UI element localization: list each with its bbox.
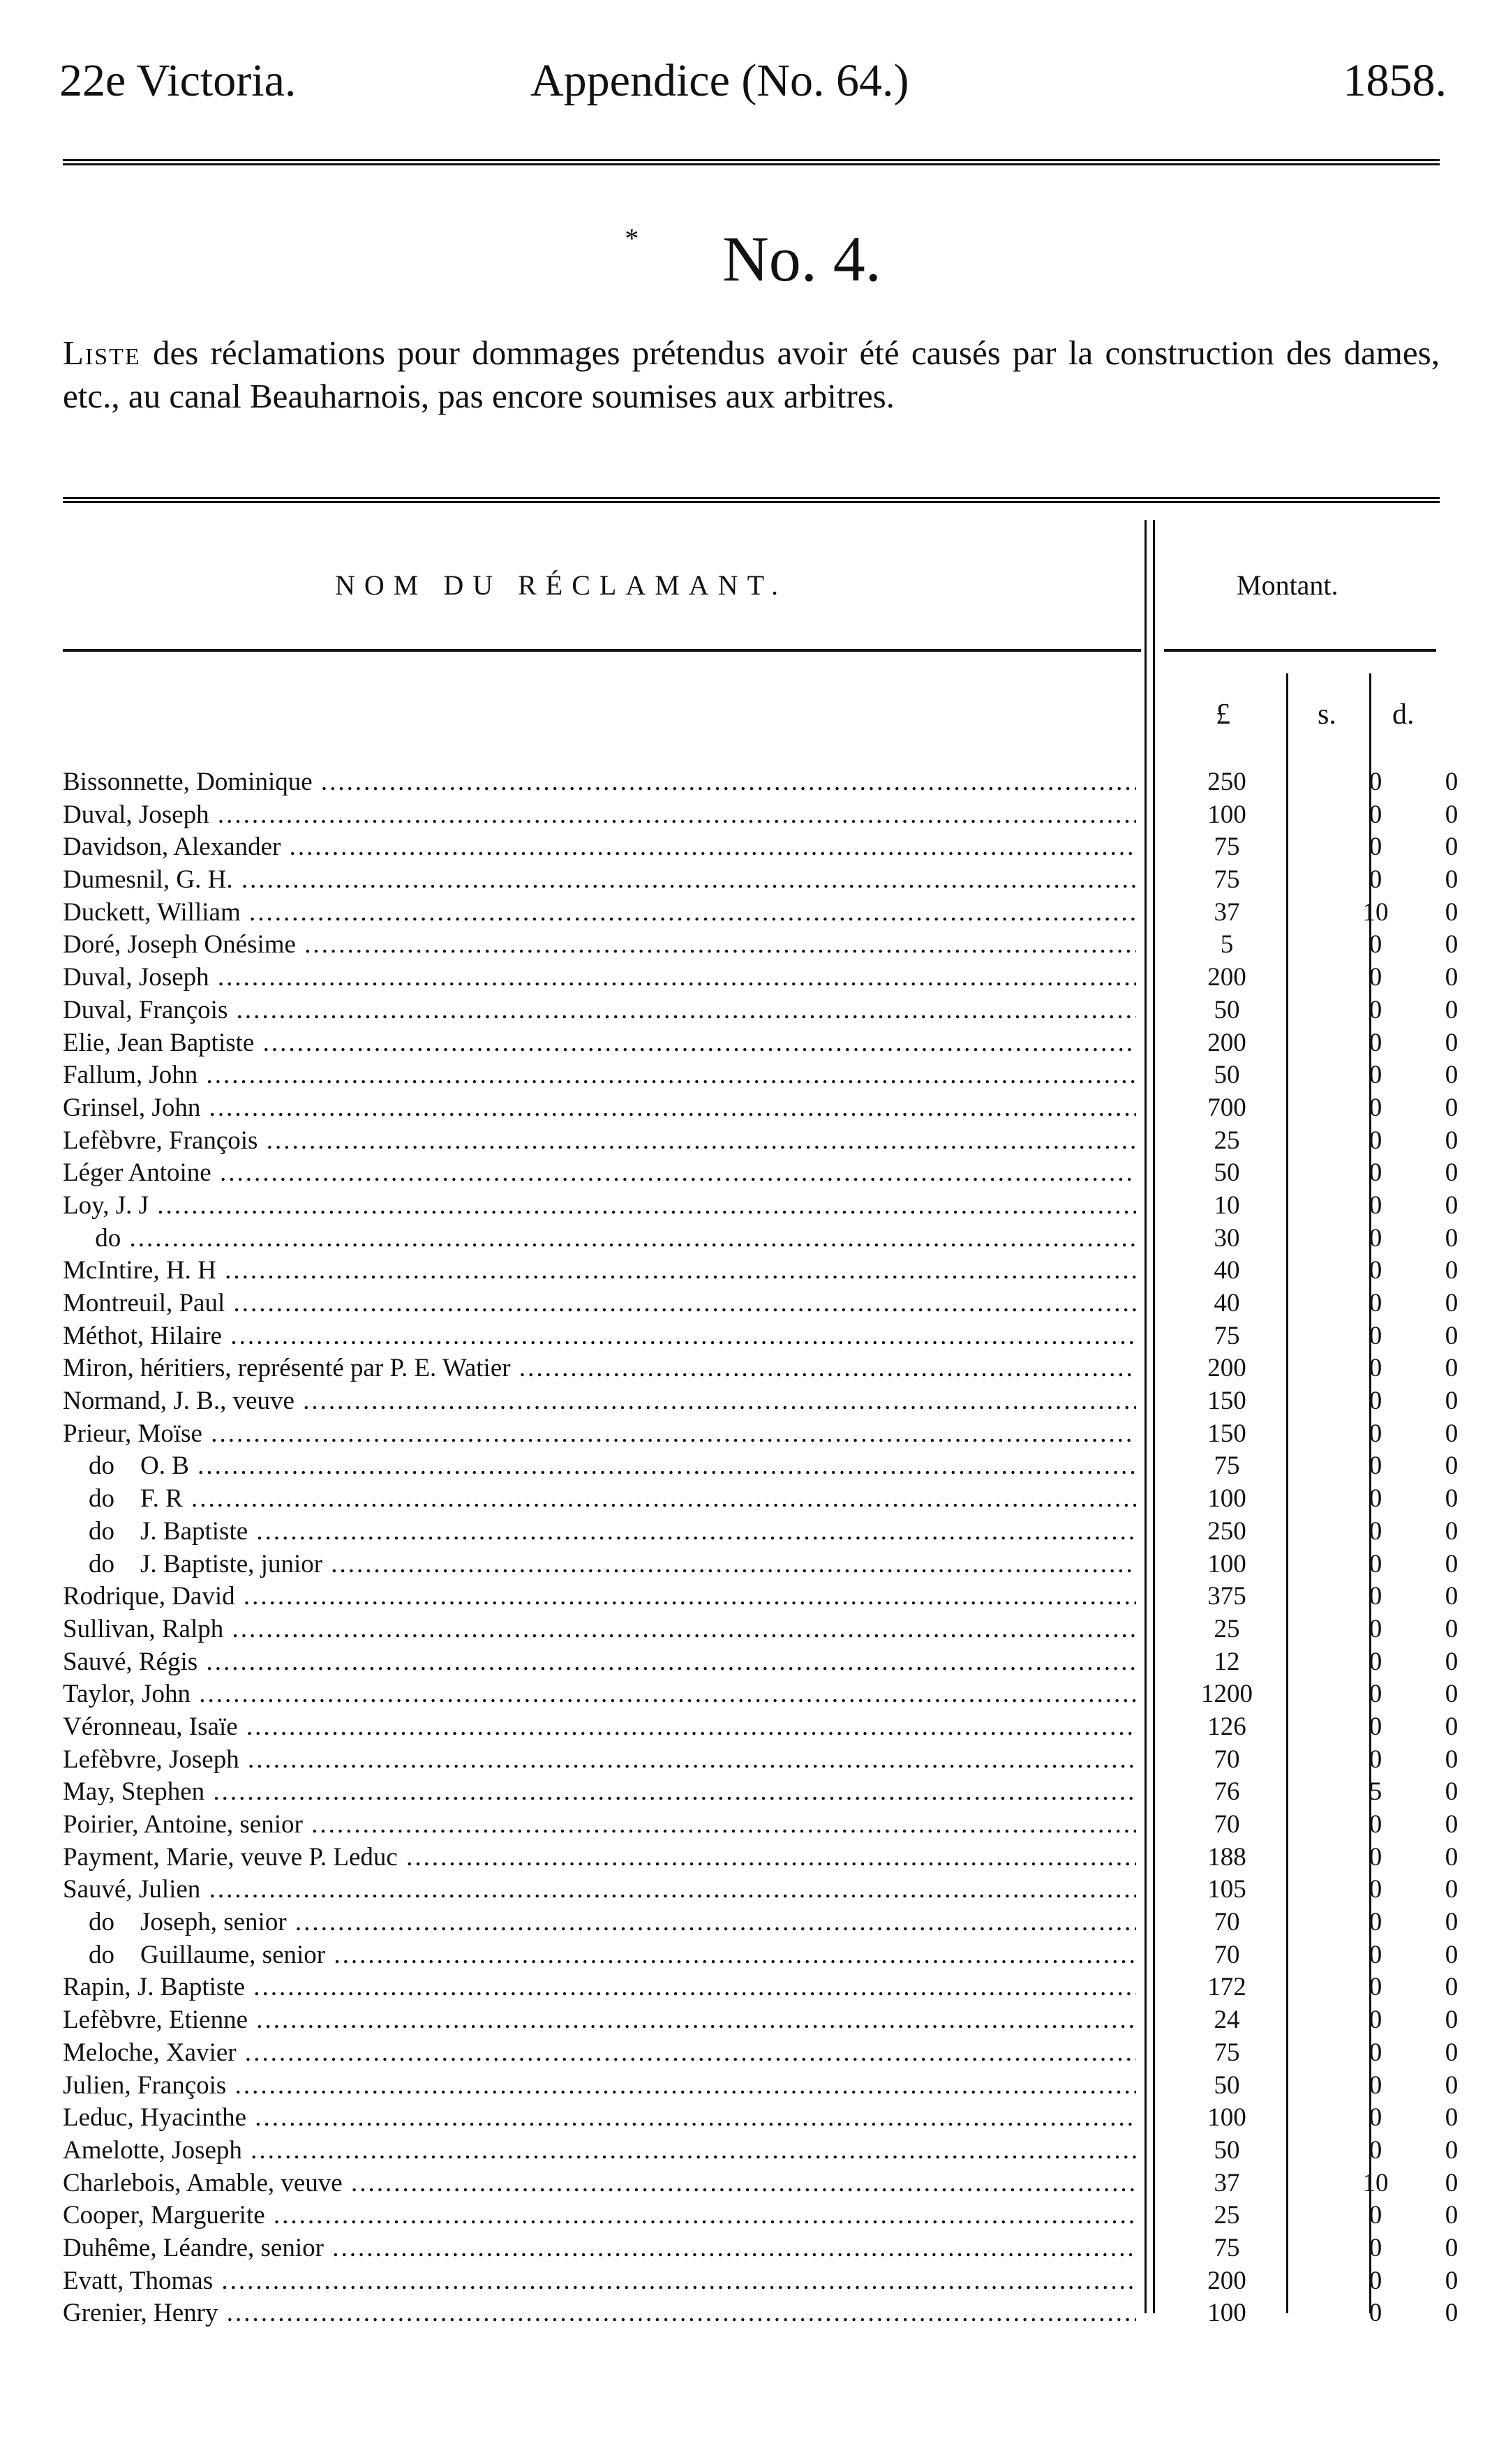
amount-pence: 0 xyxy=(1445,1061,1459,1090)
claimant-name: Dumesnil, G. H. ..... xyxy=(63,864,1136,896)
amount-pence: 0 xyxy=(1445,1777,1459,1807)
claimant-name: Rodrique, David ..... xyxy=(63,1581,1136,1613)
claims-table-body xyxy=(63,766,1459,2330)
amount-pence: 0 xyxy=(1445,1875,1459,1904)
amount-pounds: 37 xyxy=(1214,897,1240,927)
amount-pounds: 5 xyxy=(1220,930,1234,960)
claimant-name: Léger Antoine ..... xyxy=(63,1157,1136,1189)
intro-lead-word: Liste xyxy=(63,334,141,372)
claimant-name: Lefèbvre, Etienne ..... xyxy=(63,2004,1136,2036)
pence-unit-label: d. xyxy=(1392,699,1415,731)
claimant-name: Poirier, Antoine, senior ..... xyxy=(63,1809,1136,1841)
amount-pounds: 150 xyxy=(1207,1419,1246,1448)
amount-pounds: 172 xyxy=(1207,1973,1246,2002)
table-row xyxy=(63,1287,1459,1320)
amount-pence: 0 xyxy=(1445,1810,1459,1839)
claimant-name: Duval, Joseph ..... xyxy=(63,962,1136,994)
amount-pence: 0 xyxy=(1445,2135,1459,2165)
amount-pence: 0 xyxy=(1445,1190,1459,1220)
claimant-name: McIntire, H. H ..... xyxy=(63,1255,1136,1287)
amount-pence: 0 xyxy=(1445,930,1459,960)
table-row xyxy=(63,1385,1459,1418)
claimant-name: Prieur, Moïse ..... xyxy=(63,1418,1136,1450)
amount-pounds: 200 xyxy=(1207,1354,1246,1383)
header-appendix: Appendice (No. 64.) xyxy=(530,55,909,106)
amount-shillings: 0 xyxy=(1369,1061,1382,1090)
amount-pounds: 40 xyxy=(1214,1289,1240,1317)
column-header-rule-left xyxy=(63,649,1141,652)
amount-pence: 0 xyxy=(1445,995,1459,1024)
table-row xyxy=(63,1581,1459,1613)
table-row xyxy=(63,2167,1459,2200)
table-row xyxy=(63,1548,1459,1581)
amount-pence: 0 xyxy=(1445,1908,1459,1937)
amount-pounds: 100 xyxy=(1207,2103,1246,2133)
amount-pence: 0 xyxy=(1445,1484,1459,1514)
amount-pounds: 25 xyxy=(1214,1126,1240,1155)
table-row xyxy=(63,1027,1459,1060)
amount-shillings: 0 xyxy=(1369,2006,1382,2035)
claimant-name: do ..... xyxy=(63,1223,1136,1255)
amount-pence: 0 xyxy=(1445,832,1459,862)
amount-shillings: 0 xyxy=(1369,1582,1382,1611)
amount-shillings: 0 xyxy=(1369,1190,1382,1220)
amount-shillings: 0 xyxy=(1369,2103,1382,2133)
intro-paragraph xyxy=(63,331,1440,418)
amount-pence: 0 xyxy=(1445,1451,1459,1481)
claimant-name: Sauvé, Régis ..... xyxy=(63,1646,1136,1678)
table-row xyxy=(63,766,1459,799)
amount-pence: 0 xyxy=(1445,2070,1459,2100)
amount-pounds: 100 xyxy=(1207,800,1246,829)
amount-pounds: 150 xyxy=(1207,1387,1246,1416)
amount-pounds: 76 xyxy=(1214,1777,1240,1807)
amount-pence: 0 xyxy=(1445,768,1459,796)
amount-shillings: 0 xyxy=(1369,995,1382,1024)
amount-pence: 0 xyxy=(1445,1321,1459,1350)
claimant-name: Doré, Joseph Onésime ..... xyxy=(63,929,1136,961)
table-row xyxy=(63,1059,1459,1092)
table-row xyxy=(63,994,1459,1027)
header-year: 1858. xyxy=(1343,55,1447,106)
header-session: 22e Victoria. xyxy=(59,55,297,106)
claimant-name: May, Stephen ..... xyxy=(63,1776,1136,1808)
table-row xyxy=(63,1157,1459,1190)
claimant-name: Meloche, Xavier ..... xyxy=(63,2037,1136,2069)
claimant-name: Grenier, Henry ..... xyxy=(63,2297,1136,2329)
amount-pounds: 200 xyxy=(1207,2266,1246,2295)
amount-pence: 0 xyxy=(1445,1387,1459,1416)
amount-pounds: 75 xyxy=(1214,832,1240,862)
claimant-name: Lefèbvre, Joseph ..... xyxy=(63,1744,1136,1776)
table-row xyxy=(63,1744,1459,1777)
amount-pence: 0 xyxy=(1445,2201,1459,2230)
amount-pounds: 75 xyxy=(1214,2233,1240,2262)
amount-pence: 0 xyxy=(1445,1712,1459,1741)
amount-shillings: 0 xyxy=(1369,1745,1382,1774)
shillings-unit-label: s. xyxy=(1318,699,1336,731)
amount-pounds: 25 xyxy=(1214,1614,1240,1643)
pounds-unit-label: £ xyxy=(1216,699,1230,731)
document-number xyxy=(0,222,1506,296)
table-row xyxy=(63,1320,1459,1353)
table-row xyxy=(63,2232,1459,2265)
amount-shillings: 0 xyxy=(1369,865,1382,895)
amount-shillings: 0 xyxy=(1369,1908,1382,1937)
claimant-name: Loy, J. J ..... xyxy=(63,1190,1136,1222)
amount-pounds: 50 xyxy=(1214,2070,1240,2100)
table-top-rule xyxy=(63,497,1440,503)
amount-pounds: 37 xyxy=(1214,2168,1240,2197)
claimant-name: Duval, François ..... xyxy=(63,994,1136,1026)
amount-pence: 0 xyxy=(1445,1256,1459,1285)
amount-shillings: 0 xyxy=(1369,1842,1382,1872)
claimant-name: Leduc, Hyacinthe ..... xyxy=(63,2102,1136,2134)
document-number-text: No. 4. xyxy=(722,223,881,294)
claimant-name: Miron, héritiers, représenté par P. E. Watier ..... xyxy=(63,1352,1136,1384)
claimant-name: Montreuil, Paul ..... xyxy=(63,1287,1136,1320)
claimant-name: do O. B ..... xyxy=(63,1450,1136,1482)
amount-shillings: 0 xyxy=(1369,2233,1382,2262)
amount-pence: 0 xyxy=(1445,1940,1459,1969)
amount-shillings: 0 xyxy=(1369,1451,1382,1481)
amount-pounds: 70 xyxy=(1214,1745,1240,1774)
table-row xyxy=(63,1906,1459,1939)
amount-shillings: 0 xyxy=(1369,1093,1382,1122)
column-header-rule-right xyxy=(1164,649,1436,652)
amount-pence: 0 xyxy=(1445,1614,1459,1643)
amount-shillings: 0 xyxy=(1369,1516,1382,1546)
amount-shillings: 0 xyxy=(1369,1940,1382,1969)
claimant-name: do F. R ..... xyxy=(63,1483,1136,1515)
claimant-name: Véronneau, Isaïe ..... xyxy=(63,1711,1136,1743)
amount-pence: 0 xyxy=(1445,2168,1459,2197)
claimant-name: Sauvé, Julien ..... xyxy=(63,1874,1136,1906)
amount-shillings: 0 xyxy=(1369,1484,1382,1514)
claimant-name: Méthot, Hilaire ..... xyxy=(63,1320,1136,1352)
amount-pounds: 10 xyxy=(1214,1190,1240,1220)
amount-pounds: 50 xyxy=(1214,1158,1240,1188)
table-row xyxy=(63,962,1459,994)
amount-pounds: 100 xyxy=(1207,1549,1246,1578)
amount-shillings: 0 xyxy=(1369,1256,1382,1285)
table-row xyxy=(63,2200,1459,2232)
amount-pence: 0 xyxy=(1445,1093,1459,1122)
amount-pounds: 50 xyxy=(1214,995,1240,1024)
claimant-name: Sullivan, Ralph ..... xyxy=(63,1613,1136,1645)
amount-pounds: 250 xyxy=(1207,1516,1246,1546)
amount-pence: 0 xyxy=(1445,1028,1459,1057)
amount-shillings: 0 xyxy=(1369,800,1382,829)
table-row xyxy=(63,1971,1459,2004)
amount-shillings: 0 xyxy=(1369,1973,1382,2002)
intro-text: des réclamations pour dommages prétendus avoir été causés par la construction des dames, etc., au canal Beauharnois, pas encore soumises aux arbitres. xyxy=(63,334,1440,415)
claimant-name: Charlebois, Amable, veuve ..... xyxy=(63,2167,1136,2200)
amount-pounds: 12 xyxy=(1214,1647,1240,1676)
table-row xyxy=(63,1516,1459,1548)
table-row xyxy=(63,1450,1459,1483)
amount-pence: 0 xyxy=(1445,2006,1459,2035)
amount-shillings: 0 xyxy=(1369,1614,1382,1643)
amount-shillings: 0 xyxy=(1369,930,1382,960)
amount-shillings: 5 xyxy=(1369,1777,1382,1807)
amount-pence: 0 xyxy=(1445,1126,1459,1155)
amount-shillings: 0 xyxy=(1369,768,1382,796)
amount-shillings: 10 xyxy=(1362,2168,1389,2197)
claimant-name: Julien, François ..... xyxy=(63,2070,1136,2102)
amount-shillings: 0 xyxy=(1369,1223,1382,1253)
claimant-name: Fallum, John ..... xyxy=(63,1059,1136,1091)
table-row xyxy=(63,1711,1459,1744)
amount-shillings: 0 xyxy=(1369,832,1382,862)
claimant-name: Bissonnette, Dominique ..... xyxy=(63,766,1136,798)
amount-pounds: 50 xyxy=(1214,2135,1240,2165)
table-row xyxy=(63,2102,1459,2135)
amount-pounds: 40 xyxy=(1214,1256,1240,1285)
amount-pounds: 75 xyxy=(1214,2038,1240,2067)
table-row xyxy=(63,2265,1459,2298)
table-row xyxy=(63,1776,1459,1809)
claimant-name: Taylor, John ..... xyxy=(63,1678,1136,1710)
amount-shillings: 0 xyxy=(1369,1712,1382,1741)
claimant-name: Davidson, Alexander ..... xyxy=(63,831,1136,863)
amount-pounds: 200 xyxy=(1207,1028,1246,1057)
amount-pence: 0 xyxy=(1445,865,1459,895)
table-row xyxy=(63,2070,1459,2103)
amount-pounds: 70 xyxy=(1214,1908,1240,1937)
amount-pence: 0 xyxy=(1445,1158,1459,1188)
amount-shillings: 0 xyxy=(1369,2038,1382,2067)
table-row xyxy=(63,864,1459,897)
table-row xyxy=(63,1842,1459,1874)
amount-shillings: 0 xyxy=(1369,1875,1382,1904)
claimant-name: Normand, J. B., veuve ..... xyxy=(63,1385,1136,1417)
amount-shillings: 0 xyxy=(1369,2070,1382,2100)
table-row xyxy=(63,1223,1459,1255)
amount-pence: 0 xyxy=(1445,963,1459,992)
amount-pounds: 25 xyxy=(1214,2201,1240,2230)
amount-pence: 0 xyxy=(1445,1516,1459,1546)
claimant-name: do Joseph, senior ..... xyxy=(63,1906,1136,1939)
amount-pence: 0 xyxy=(1445,1354,1459,1383)
claimant-name: do Guillaume, senior ..... xyxy=(63,1939,1136,1971)
amount-pounds: 75 xyxy=(1214,865,1240,895)
amount-shillings: 0 xyxy=(1369,1647,1382,1676)
claimant-name: do J. Baptiste, junior ..... xyxy=(63,1548,1136,1581)
claimant-name: Cooper, Marguerite ..... xyxy=(63,2200,1136,2232)
table-row xyxy=(63,897,1459,929)
claimant-name: Duval, Joseph ..... xyxy=(63,799,1136,831)
amount-pence: 0 xyxy=(1445,2038,1459,2067)
amount-pence: 0 xyxy=(1445,1842,1459,1872)
amount-pence: 0 xyxy=(1445,1745,1459,1774)
amount-pounds: 70 xyxy=(1214,1940,1240,1969)
table-row xyxy=(63,929,1459,962)
amount-pounds: 100 xyxy=(1207,1484,1246,1514)
name-column-header: NOM DU RÉCLAMANT. xyxy=(335,569,788,601)
asterisk-mark: * xyxy=(625,223,639,254)
amount-shillings: 0 xyxy=(1369,1126,1382,1155)
table-row xyxy=(63,1418,1459,1451)
amount-pence: 0 xyxy=(1445,2266,1459,2295)
table-row xyxy=(63,1939,1459,1972)
amount-pence: 0 xyxy=(1445,1582,1459,1611)
table-row xyxy=(63,2135,1459,2167)
amount-pounds: 1200 xyxy=(1201,1680,1253,1709)
amount-pounds: 105 xyxy=(1207,1875,1246,1904)
table-row xyxy=(63,1352,1459,1385)
claimant-name: Amelotte, Joseph ..... xyxy=(63,2135,1136,2167)
claimant-name: Grinsel, John ..... xyxy=(63,1092,1136,1124)
table-row xyxy=(63,1809,1459,1842)
amount-pence: 0 xyxy=(1445,800,1459,829)
amount-shillings: 0 xyxy=(1369,2135,1382,2165)
amount-shillings: 0 xyxy=(1369,1419,1382,1448)
table-row xyxy=(63,1255,1459,1287)
amount-pounds: 100 xyxy=(1207,2299,1246,2328)
running-header xyxy=(59,54,1447,117)
amount-shillings: 0 xyxy=(1369,1354,1382,1383)
claimant-name: Elie, Jean Baptiste ..... xyxy=(63,1027,1136,1059)
amount-pence: 0 xyxy=(1445,2103,1459,2133)
claimant-name: Duhême, Léandre, senior ..... xyxy=(63,2232,1136,2264)
amount-pounds: 24 xyxy=(1214,2006,1240,2035)
amount-shillings: 0 xyxy=(1369,1321,1382,1350)
table-row xyxy=(63,1190,1459,1223)
amount-pence: 0 xyxy=(1445,897,1459,927)
amount-pounds: 75 xyxy=(1214,1451,1240,1481)
amount-pounds: 200 xyxy=(1207,963,1246,992)
claimant-name: do J. Baptiste ..... xyxy=(63,1516,1136,1548)
table-row xyxy=(63,799,1459,832)
amount-shillings: 0 xyxy=(1369,1028,1382,1057)
amount-pence: 0 xyxy=(1445,1647,1459,1676)
amount-pounds: 700 xyxy=(1207,1093,1246,1122)
table-row xyxy=(63,1646,1459,1679)
amount-pounds: 375 xyxy=(1207,1582,1246,1611)
amount-pence: 0 xyxy=(1445,1549,1459,1578)
amount-shillings: 0 xyxy=(1369,1810,1382,1839)
table-row xyxy=(63,2037,1459,2070)
amount-pence: 0 xyxy=(1445,1223,1459,1253)
table-row xyxy=(63,1483,1459,1516)
claimant-name: Payment, Marie, veuve P. Leduc ..... xyxy=(63,1842,1136,1874)
amount-column-header: Montant. xyxy=(1237,569,1339,601)
amount-pence: 0 xyxy=(1445,1419,1459,1448)
amount-pence: 0 xyxy=(1445,1289,1459,1317)
claimant-name: Rapin, J. Baptiste ..... xyxy=(63,1971,1136,2003)
table-row xyxy=(63,1613,1459,1646)
claimant-name: Lefèbvre, François ..... xyxy=(63,1125,1136,1157)
amount-shillings: 0 xyxy=(1369,2266,1382,2295)
table-row xyxy=(63,1092,1459,1125)
amount-pounds: 30 xyxy=(1214,1223,1240,1253)
amount-shillings: 0 xyxy=(1369,1387,1382,1416)
amount-pounds: 70 xyxy=(1214,1810,1240,1839)
amount-pence: 0 xyxy=(1445,1973,1459,2002)
amount-shillings: 0 xyxy=(1369,963,1382,992)
amount-shillings: 0 xyxy=(1369,1549,1382,1578)
table-row xyxy=(63,1874,1459,1906)
amount-shillings: 0 xyxy=(1369,2299,1382,2328)
table-row xyxy=(63,2297,1459,2330)
header-rule xyxy=(63,159,1440,165)
amount-shillings: 0 xyxy=(1369,2201,1382,2230)
amount-pounds: 188 xyxy=(1207,1842,1246,1872)
amount-pence: 0 xyxy=(1445,2299,1459,2328)
table-row xyxy=(63,1125,1459,1158)
amount-pounds: 250 xyxy=(1207,768,1246,796)
amount-pounds: 75 xyxy=(1214,1321,1240,1350)
amount-pounds: 126 xyxy=(1207,1712,1246,1741)
table-row xyxy=(63,1678,1459,1711)
amount-shillings: 10 xyxy=(1362,897,1389,927)
amount-pence: 0 xyxy=(1445,1680,1459,1709)
amount-shillings: 0 xyxy=(1369,1680,1382,1709)
amount-pence: 0 xyxy=(1445,2233,1459,2262)
claimant-name: Duckett, William ..... xyxy=(63,897,1136,929)
table-row xyxy=(63,831,1459,864)
amount-pounds: 50 xyxy=(1214,1061,1240,1090)
table-row xyxy=(63,2004,1459,2037)
claimant-name: Evatt, Thomas ..... xyxy=(63,2265,1136,2297)
amount-shillings: 0 xyxy=(1369,1289,1382,1317)
amount-shillings: 0 xyxy=(1369,1158,1382,1188)
